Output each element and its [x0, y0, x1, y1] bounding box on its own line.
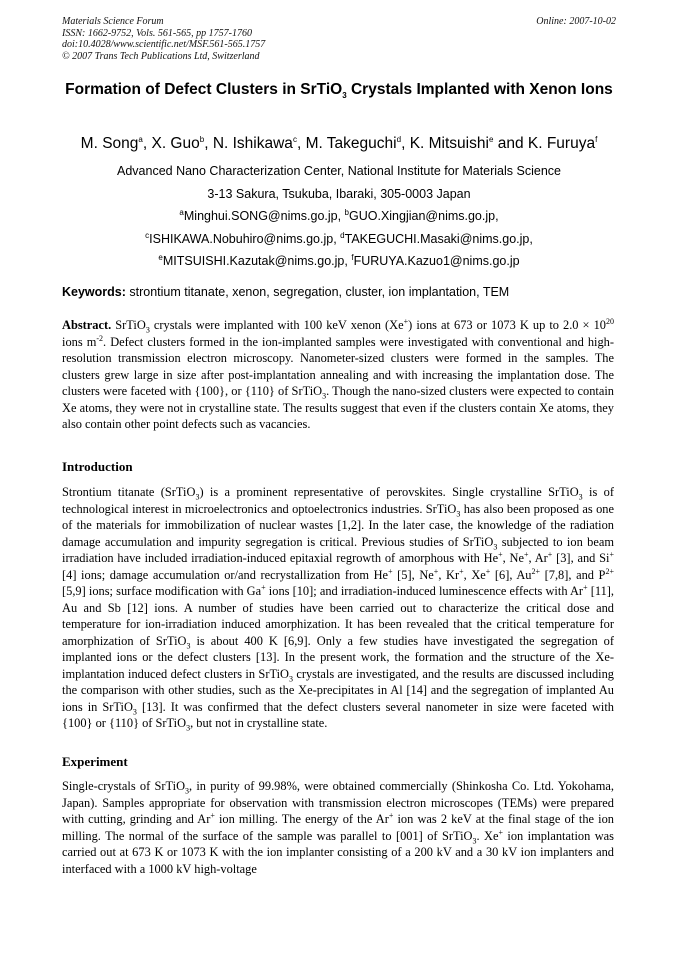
email: $^f$FURUYA.Kazuo1@nims.go.jp: [351, 252, 520, 268]
email: $^e$MITSUISHI.Kazutak@nims.go.jp: [158, 252, 345, 268]
author: K. Mitsuishi$^e$: [409, 134, 494, 152]
online-date: Online: 2007-10-02: [536, 16, 616, 27]
doi-line: doi:10.4028/www.scientific.net/MSF.561-565.1757: [62, 39, 266, 50]
author-list: M. Song$^a$, X. Guo$^b$, N. Ishikawa$^c$, M. Takeguchi$^d$, K. Mitsuishi$^e$ and K. Furuya$^f$: [80, 134, 598, 152]
institution: Advanced Nano Characterization Center, National Institute for Materials Science: [117, 164, 561, 178]
paper-title: Formation of Defect Clusters in SrTiO$_3$ Crystals Implanted with Xenon Ions: [65, 81, 613, 101]
email-line: $^e$MITSUISHI.Kazutak@nims.go.jp, $^f$FURUYA.Kazuo1@nims.go.jp: [158, 252, 520, 268]
email: $^b$GUO.Xingjian@nims.go.jp: [344, 207, 496, 223]
introduction-text: Strontium titanate (SrTiO$_3$) is a prominent representative of perovskites. Single crystalline SrTiO$_3$ is of technological interest in microelectronics and optoelectronics industries. SrTiO$_3$ has also been proposed as one of the materials for immobilization of nuclear wastes [1,2]. In the later case, the knowledge of the radiation damage accumulation and impurity segregation is critical. Previous studies of SrTiO$_3$ subjected to ion beam irradiation have included irradiation-induced epitaxial regrowth of amorphous with He+, Ne+, Ar+ [3], and Si+ [4] ions; damage accumulation or/and recrystallization from He+ [5], Ne+, Kr+, Xe+ [6], $Au^{2+}$ [7,8], and $P^{2+}$ [5,9] ions; surface modification with Ga+ ions [10]; and irradiation-induced luminescence effects with Ar+ [11], Au and Sb [12] ions. A number of studies have been carried out to characterize the critical dose and temperature for ion-irradiation induced amorphization. It has been revealed that the critical temperature for amorphization of SrTiO$_3$ is about 400 K [6,9]. Only a few studies have investigated the segregation of implanted ions or the defect clusters [13]. In the present work, the formation and the structure of the Xe-implantation induced defect clusters in SrTiO$_3$ crystals are investigated, and the results are discussed including the comparison with other studies, such as the Xe-precipitates in Al [14] and the segregation of implanted Au ions in SrTiO$_3$ [13]. It was confirmed that the defect clusters several nanometer in size were faceted with {100} or {110} of SrTiO$_3$, but not in crystalline state.: [62, 485, 615, 733]
affiliation-block: [62, 160, 616, 273]
author: N. Ishikawa$^c$: [212, 134, 297, 152]
journal-name: Materials Science Forum: [62, 16, 164, 27]
keywords-text: strontium titanate, xenon, segregation, cluster, ion implantation, TEM: [125, 285, 510, 299]
experiment-heading: Experiment: [62, 754, 128, 769]
abstract-label: Abstract.: [62, 318, 112, 332]
email: $^c$ISHIKAWA.Nobuhiro@nims.go.jp: [145, 230, 334, 246]
experiment-text: Single-crystals of SrTiO$_3$, in purity of 99.98%, were obtained commercially (Shinkosha Co. Ltd. Yokohama, Japan). Samples appropriate for observation with transmission electron microscopes (TEMs) were prepared with cutting, grinding and Ar+ ion milling. The energy of the Ar+ ion was 2 keV at the final stage of the ion milling. The normal of the surface of the sample was parallel to [001] of SrTiO$_3$. Xe+ ion implantation was carried out at 673 K or 1073 K with the ion implanter consisting of a 200 kV and a 30 kV ion implanters and interfaced with a 1000 kV high-voltage: [62, 779, 615, 876]
email: $^a$Minghui.SONG@nims.go.jp: [179, 207, 338, 223]
author: K. Furuya$^f$: [527, 134, 598, 152]
keywords-label: Keywords:: [62, 285, 126, 299]
address: 3-13 Sakura, Tsukuba, Ibaraki, 305-0003 Japan: [207, 186, 471, 201]
abstract: Abstract. SrTiO$_3$ crystals were implanted with 100 keV xenon (Xe+) ions at 673 or 1073 K up to $2.0 \times 10^{20}$ ions $m^{-2}$. Defect clusters formed in the ion-implanted samples were investigated with conventional and high-resolution transmission electron microscopy. Nanometer-sized clusters were formed in the samples. The clusters grew large in size after post-implantation annealing and with increasing the implantation dose. The clusters were faceted with {100}, or {110} of SrTiO$_3$. Though the nano-sized clusters were expected to contain Xe atoms, they were not in crystalline state. The results suggest that even if the clusters contain Xe atoms, they also contain other point defects such as vacancies.: [62, 316, 615, 431]
author: M. Takeguchi$^d$: [305, 134, 402, 152]
email-line: $^c$ISHIKAWA.Nobuhiro@nims.go.jp, $^d$TAKEGUCHI.Masaki@nims.go.jp,: [145, 230, 533, 246]
issn-line: ISSN: 1662-9752, Vols. 561-565, pp 1757-1760: [62, 27, 252, 39]
journal-header: [62, 16, 265, 62]
author: M. Song$^a$: [80, 134, 143, 152]
copyright-line: © 2007 Trans Tech Publications Ltd, Switzerland: [62, 50, 260, 62]
author: X. Guo$^b$: [151, 134, 205, 152]
keywords: [62, 284, 616, 300]
introduction-heading: Introduction: [62, 459, 133, 474]
email: $^d$TAKEGUCHI.Masaki@nims.go.jp: [340, 230, 530, 246]
email-line: $^a$Minghui.SONG@nims.go.jp, $^b$GUO.Xingjian@nims.go.jp,: [179, 207, 499, 223]
